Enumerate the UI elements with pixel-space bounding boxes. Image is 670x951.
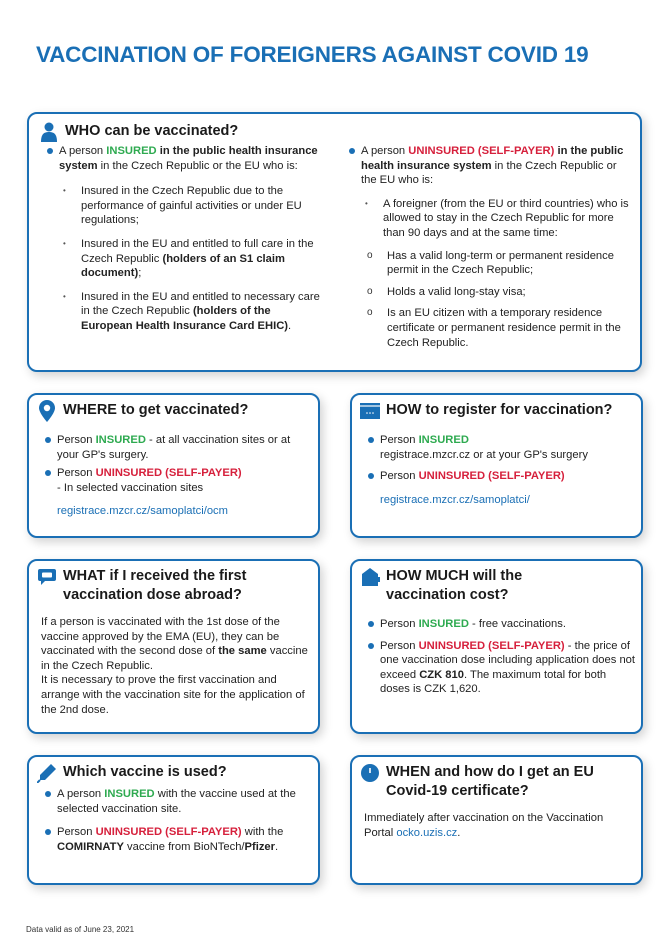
card-icon (360, 401, 380, 421)
who-uninsured-bullet: A person UNINSURED (SELF-PAYER) in the public health insurance system in the Czech Republic or the EU who is: (347, 144, 632, 188)
cost-insured-bullet: Person INSURED - free vaccinations. (366, 617, 636, 632)
wallet-icon (360, 567, 380, 587)
who-insured-item: • Insured in the EU and entitled to full care in the Czech Republic (holders of an S1 claim document); (45, 237, 325, 281)
who-uninsured-column (347, 144, 632, 350)
who-insured-item: • Insured in the Czech Republic due to the performance of gainful activities or under EU regulations; (45, 184, 325, 228)
abroad-paragraph: It is necessary to prove the first vaccination and arrange with the vaccination site for the application of the 2nd dose. (41, 674, 305, 716)
where-uninsured-bullet: Person UNINSURED (SELF-PAYER) - In selected vaccination sites (43, 466, 313, 495)
who-uninsured-subitem: o Is an EU citizen with a temporary residence certificate or permanent residence permit in the Czech Republic. (347, 306, 632, 350)
register-card (350, 393, 643, 538)
who-uninsured-subitem: o Has a valid long-term or permanent residence permit in the Czech Republic; (347, 249, 632, 278)
register-link[interactable]: registrace.mzcr.cz/samoplatci/ (380, 493, 530, 506)
who-insured-item: • Insured in the EU and entitled to necessary care in the Czech Republic (holders of the European Health Insurance Card EHIC). (45, 290, 325, 334)
where-insured-bullet: Person INSURED - at all vaccination sites or at your GP's surgery. (43, 433, 313, 462)
abroad-body (41, 615, 316, 717)
certificate-link[interactable]: ocko.uzis.cz (396, 826, 458, 839)
page-title: VACCINATION OF FOREIGNERS AGAINST COVID 19 (36, 42, 589, 67)
register-uninsured-bullet: Person UNINSURED (SELF-PAYER) (366, 469, 636, 484)
chat-bubble-icon (37, 567, 57, 587)
vaccine-body (43, 787, 313, 854)
where-body (43, 433, 313, 519)
where-link[interactable]: registrace.mzcr.cz/samoplatci/ocm (57, 505, 228, 518)
register-body (366, 433, 636, 507)
person-icon (39, 122, 59, 142)
location-pin-icon (37, 401, 57, 421)
cost-card (350, 559, 643, 734)
cost-body (366, 617, 636, 697)
where-card (27, 393, 320, 538)
certificate-heading: WHEN and how do I get an EU Covid-19 certificate? (360, 763, 600, 801)
who-uninsured-subitem: o Holds a valid long-stay visa; (347, 285, 632, 300)
cost-heading: HOW MUCH will the vaccination cost? (360, 567, 550, 605)
register-heading: HOW to register for vaccination? (360, 401, 612, 421)
footer-note: Data valid as of June 23, 2021 (26, 925, 135, 934)
abroad-paragraph: If a person is vaccinated with the 1st dose of the vaccine approved by the EMA (EU), they can be vaccinated with the second dose of the same vaccine in the Czech Republic. (41, 616, 308, 672)
cost-uninsured-bullet: Person UNINSURED (SELF-PAYER) - the price of one vaccination dose including application does not exceed CZK 810. The maximum total for both doses is CZK 1,620. (366, 639, 636, 697)
info-icon (360, 763, 380, 783)
syringe-icon (37, 763, 57, 783)
abroad-card (27, 559, 320, 734)
who-uninsured-item: • A foreigner (from the EU or third countries) who is allowed to stay in the Czech Republic for more than 90 days and at the same time: (347, 197, 632, 241)
vaccine-insured-bullet: A person INSURED with the vaccine used at the selected vaccination site. (43, 787, 313, 816)
register-insured-bullet: Person INSURED registrace.mzcr.cz or at your GP's surgery (366, 433, 636, 462)
certificate-body: Immediately after vaccination on the Vaccination Portal ocko.uzis.cz. (364, 812, 604, 839)
who-insured-column (45, 144, 325, 334)
vaccine-uninsured-bullet: Person UNINSURED (SELF-PAYER) with the COMIRNATY vaccine from BioNTech/Pfizer. (43, 825, 313, 854)
certificate-card (350, 755, 643, 885)
where-heading: WHERE to get vaccinated? (37, 401, 248, 421)
vaccine-heading: Which vaccine is used? (37, 763, 227, 783)
vaccine-card (27, 755, 320, 885)
abroad-heading: WHAT if I received the first vaccination dose abroad? (37, 567, 257, 605)
who-heading: WHO can be vaccinated? (39, 122, 238, 142)
who-insured-bullet: A person INSURED in the public health insurance system in the Czech Republic or the EU who is: (45, 144, 325, 173)
who-card (27, 112, 642, 372)
